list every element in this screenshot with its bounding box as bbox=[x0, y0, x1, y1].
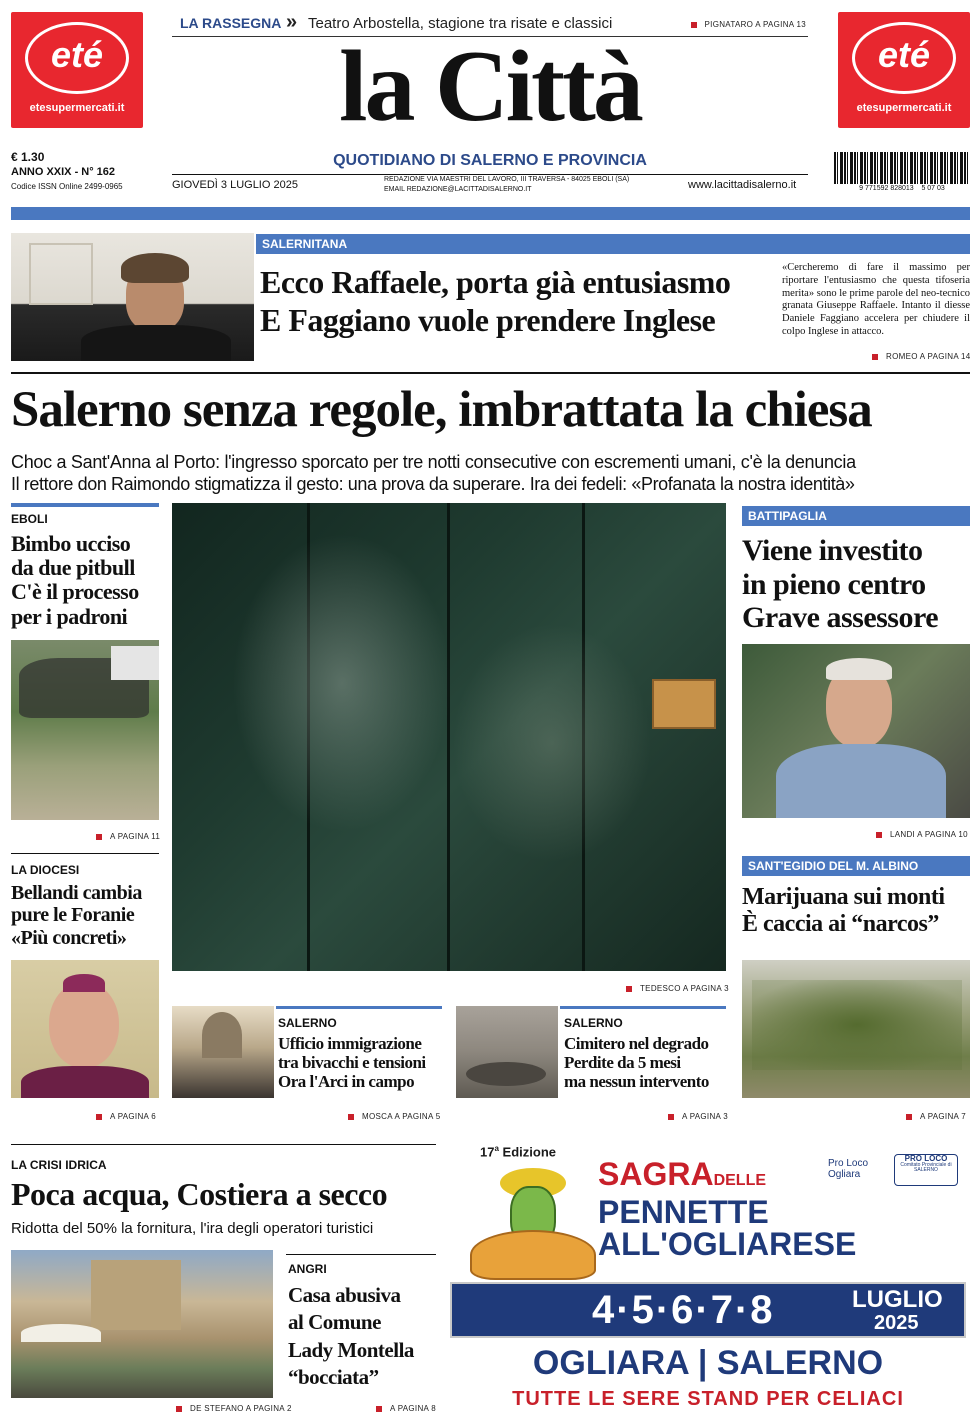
eboli-headline[interactable] bbox=[11, 532, 139, 629]
light-streak bbox=[452, 623, 652, 863]
kicker-albino: SANT'EGIDIO DEL M. ALBINO bbox=[742, 856, 970, 876]
battipaglia-headline-line: Grave assessore bbox=[742, 601, 939, 635]
immigrazione-headline-line: Ufficio immigrazione bbox=[278, 1034, 422, 1053]
door-plaque bbox=[652, 679, 716, 729]
kicker-battipaglia: BATTIPAGLIA bbox=[742, 506, 970, 526]
angri-headline-line: Casa abusiva bbox=[288, 1283, 401, 1307]
sagra-year: 2025 bbox=[874, 1312, 919, 1334]
kicker-cimitero: SALERNO bbox=[564, 1016, 623, 1030]
red-square-icon bbox=[626, 986, 632, 992]
masthead[interactable]: la Città bbox=[339, 30, 641, 143]
ete-logo-text: eté bbox=[50, 34, 104, 75]
ete-site: etesupermercati.it bbox=[856, 102, 952, 114]
sagra-title-line2: PENNETTE bbox=[598, 1194, 769, 1230]
red-square-icon bbox=[376, 1406, 382, 1412]
salernitana-summary: «Cercheremo di fare il massimo per riportare l'entusiasmo che questa tifoseria merita» sono le prime parole del neo-tecnico granata Giuseppe Raffaele. Intanto il diesse Daniele Faggiano accelera per chiudere il colpo Inglese in attacco. bbox=[782, 262, 970, 337]
kicker-idrica: LA CRISI IDRICA bbox=[11, 1158, 107, 1172]
portrait-hair bbox=[121, 253, 189, 283]
angri-headline[interactable] bbox=[288, 1282, 414, 1391]
battipaglia-headline[interactable] bbox=[742, 534, 938, 635]
red-square-icon bbox=[876, 832, 882, 838]
sagra-footer: TUTTE LE SERE STAND PER CELIACI bbox=[512, 1388, 904, 1410]
kicker-diocesi: LA DIOCESI bbox=[11, 863, 80, 877]
sagra-date-band bbox=[450, 1282, 966, 1338]
cimitero-headline[interactable] bbox=[564, 1034, 709, 1091]
immigrazione-headline[interactable] bbox=[278, 1034, 426, 1091]
red-square-icon bbox=[906, 1114, 912, 1120]
cimitero-headline-line: Perdite da 5 mesi bbox=[564, 1053, 681, 1073]
red-square-icon bbox=[348, 1114, 354, 1120]
red-square-icon bbox=[96, 1114, 102, 1120]
church-door-photo[interactable] bbox=[172, 503, 726, 971]
address-line1: REDAZIONE VIA MAESTRI DEL LAVORO, III TRAVERSA - 84025 EBOLI (SA) bbox=[384, 176, 630, 183]
diocesi-headline-line: Bellandi cambia bbox=[11, 882, 142, 904]
issn: Codice ISSN Online 2499-0965 bbox=[11, 182, 123, 191]
immigrazione-ref[interactable]: MOSCA A PAGINA 5 bbox=[348, 1112, 440, 1121]
diocesi-headline-line: «Più concreti» bbox=[11, 926, 127, 949]
bishop-photo bbox=[11, 960, 159, 1098]
pasta-mascot-icon bbox=[470, 1168, 596, 1278]
price: € 1.30 bbox=[11, 150, 45, 164]
idrica-headline[interactable]: Poca acqua, Costiera a secco bbox=[11, 1176, 388, 1212]
sagra-days: 4·5·6·7·8 bbox=[592, 1288, 775, 1332]
cimitero-rule bbox=[560, 1006, 726, 1009]
lead-headline[interactable]: Salerno senza regole, imbrattata la chiesa bbox=[11, 382, 872, 438]
kicker-angri: ANGRI bbox=[288, 1262, 327, 1276]
sagra-title-line3: ALL'OGLIARESE bbox=[598, 1226, 857, 1262]
man-jacket bbox=[776, 744, 946, 818]
idrica-deck: Ridotta del 50% la fornitura, l'ira degli operatori turistici bbox=[11, 1220, 374, 1237]
section-divider bbox=[11, 372, 970, 374]
angri-headline-line: “bocciata” bbox=[288, 1364, 379, 1389]
amalfi-photo bbox=[11, 1250, 273, 1398]
red-square-icon bbox=[668, 1114, 674, 1120]
lead-deck-2: Il rettore don Raimondo stigmatizza il gesto: una prova da superare. Ira dei fedeli: «Profanata la nostra identità» bbox=[11, 474, 855, 494]
marijuana-photo bbox=[742, 960, 970, 1098]
rassegna-ref: PIGNATARO A PAGINA 13 bbox=[691, 20, 806, 29]
angri-headline-line: Lady Montella bbox=[288, 1337, 414, 1362]
barcode bbox=[834, 152, 970, 184]
angri-headline-line: al Comune bbox=[288, 1310, 381, 1335]
building-arch bbox=[202, 1012, 242, 1058]
immigrazione-photo bbox=[172, 1006, 274, 1098]
salernitana-headline-1[interactable]: Ecco Raffaele, porta già entusiasmo bbox=[260, 264, 731, 300]
eboli-ref[interactable]: A PAGINA 11 bbox=[96, 832, 160, 841]
diocesi-rule bbox=[11, 853, 159, 854]
address-line2: EMAIL REDAZIONE@LACITTADISALERNO.IT bbox=[384, 186, 532, 193]
red-square-icon bbox=[872, 354, 878, 360]
sagra-edition: 17$^a$ Edizione bbox=[480, 1144, 556, 1160]
rassegna-arrows: » bbox=[286, 11, 298, 33]
bishop-robe bbox=[21, 1066, 149, 1098]
battipaglia-ref[interactable]: LANDI A PAGINA 10 bbox=[876, 830, 968, 839]
albino-headline-line: È caccia ai “narcos” bbox=[742, 910, 939, 937]
ete-logo-text: eté bbox=[877, 34, 931, 75]
umbrella-shape bbox=[21, 1324, 101, 1342]
man-hair bbox=[826, 658, 892, 680]
angri-ref[interactable]: A PAGINA 8 bbox=[376, 1404, 436, 1413]
sagra-title-line1: SAGRADELLE bbox=[598, 1156, 767, 1192]
header-divider bbox=[172, 174, 808, 175]
red-square-icon bbox=[691, 22, 697, 28]
header-blue-band bbox=[11, 207, 970, 220]
kicker-eboli: EBOLI bbox=[11, 512, 48, 526]
diocesi-headline[interactable] bbox=[11, 882, 142, 949]
eboli-photo bbox=[11, 640, 159, 820]
rassegna-label: LA RASSEGNA bbox=[180, 15, 282, 31]
eboli-rule bbox=[11, 503, 159, 507]
frame-on-wall bbox=[29, 243, 93, 305]
sponsor-proloco: Pro Loco Ogliara bbox=[828, 1158, 869, 1180]
salernitana-headline-2[interactable]: E Faggiano vuole prendere Inglese bbox=[260, 302, 716, 338]
cimitero-headline-line: ma nessun intervento bbox=[564, 1072, 709, 1092]
diocesi-ref[interactable]: A PAGINA 6 bbox=[96, 1112, 156, 1121]
plants-shape bbox=[752, 980, 962, 1070]
raffaele-photo bbox=[11, 233, 254, 361]
tagline: QUOTIDIANO DI SALERNO E PROVINCIA bbox=[333, 152, 647, 169]
cimitero-ref[interactable]: A PAGINA 3 bbox=[668, 1112, 728, 1121]
website-link[interactable]: www.lacittadisalerno.it bbox=[688, 179, 797, 191]
sagra-month: LUGLIO bbox=[852, 1286, 943, 1313]
van-shape bbox=[111, 646, 159, 680]
idrica-ref[interactable]: DE STEFANO A PAGINA 2 bbox=[176, 1404, 292, 1413]
sponsor-unpli: PRO LOCO Comitato Provinciale di SALERNO bbox=[894, 1154, 958, 1186]
red-square-icon bbox=[96, 834, 102, 840]
issue-number: ANNO XXIX - N° 162 bbox=[11, 166, 116, 178]
immigrazione-rule bbox=[276, 1006, 442, 1009]
battipaglia-headline-line: Viene investito bbox=[742, 534, 923, 567]
ete-ad-right[interactable] bbox=[838, 12, 970, 128]
portrait-shirt bbox=[81, 325, 231, 361]
cathedral-shape bbox=[91, 1260, 181, 1330]
bottom-divider bbox=[11, 1144, 436, 1145]
cimitero-photo bbox=[456, 1006, 558, 1098]
immigrazione-headline-line: tra bivacchi e tensioni bbox=[278, 1053, 426, 1073]
eboli-headline-line: C'è il processo bbox=[11, 579, 139, 605]
kicker-salernitana: SALERNITANA bbox=[256, 234, 970, 254]
barcode-digits: 9 771592 828013 5 07 03 bbox=[859, 185, 945, 192]
albino-headline-line: Marijuana sui monti bbox=[742, 884, 945, 910]
eboli-headline-line: da due pitbull bbox=[11, 555, 135, 581]
assessore-photo bbox=[742, 644, 970, 818]
battipaglia-headline-line: in pieno centro bbox=[742, 567, 926, 601]
immigrazione-headline-line: Ora l'Arci in campo bbox=[278, 1072, 415, 1092]
pasta-pile bbox=[470, 1230, 596, 1280]
eboli-headline-line: per i padroni bbox=[11, 603, 128, 629]
salernitana-ref[interactable]: ROMEO A PAGINA 14 bbox=[872, 352, 971, 361]
albino-headline[interactable] bbox=[742, 884, 945, 938]
kicker-immigrazione: SALERNO bbox=[278, 1016, 337, 1030]
ete-site: etesupermercati.it bbox=[29, 102, 125, 114]
sagra-ad[interactable] bbox=[446, 1140, 970, 1418]
angri-rule bbox=[286, 1254, 436, 1255]
bishop-face bbox=[49, 982, 119, 1068]
issue-date: GIOVEDÌ 3 LUGLIO 2025 bbox=[172, 179, 298, 191]
light-streak bbox=[232, 533, 452, 833]
eboli-headline-line: Bimbo ucciso bbox=[11, 531, 131, 556]
bishop-cap bbox=[63, 974, 105, 992]
rassegna-text: Teatro Arbostella, stagione tra risate e classici bbox=[308, 15, 613, 32]
sagra-place: OGLIARA | SALERNO bbox=[532, 1344, 884, 1382]
cimitero-headline-line: Cimitero nel degrado bbox=[564, 1034, 709, 1053]
red-square-icon bbox=[176, 1406, 182, 1412]
albino-ref[interactable]: A PAGINA 7 bbox=[906, 1112, 966, 1121]
water-puddle bbox=[466, 1062, 546, 1086]
diocesi-headline-line: pure le Foranie bbox=[11, 904, 135, 927]
lead-ref[interactable]: TEDESCO A PAGINA 3 bbox=[626, 984, 729, 993]
ete-ad-left[interactable] bbox=[11, 12, 143, 128]
lead-deck-1: Choc a Sant'Anna al Porto: l'ingresso sporcato per tre notti consecutive con escrementi umani, c'è la denuncia bbox=[11, 452, 856, 472]
